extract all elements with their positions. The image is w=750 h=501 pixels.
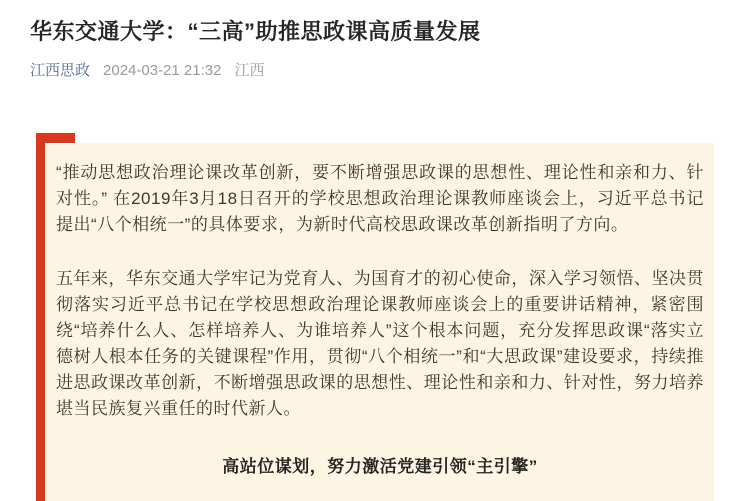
article-paragraph: “推动思想政治理论课改革创新，要不断增强思政课的思想性、理论性和亲和力、针对性。” 在2019年3月18日召开的学校思想政治理论课教师座谈会上，习近平总书记提出“八个相统一”的具体要求，为新时代高校思政课改革创新指明了方向。	[56, 163, 704, 234]
account-name-link[interactable]: 江西思政	[30, 62, 91, 79]
publish-datetime: 2024-03-21 21:32	[103, 62, 222, 79]
quote-block	[36, 133, 714, 501]
publish-location: 江西	[234, 62, 265, 79]
page-title: 华东交通大学：“三高”助推思政课高质量发展	[30, 19, 481, 44]
byline	[30, 61, 720, 81]
article-paragraph: 五年来，华东交通大学牢记为党育人、为国育才的初心使命，深入学习领悟、坚决贯彻落实习近平总书记在学校思想政治理论课教师座谈会上的重要讲话精神，紧密围绕“培养什么人、怎样培养人、为谁培养人”这个根本问题，充分发挥思政课“落实立德树人根本任务的关键课程”作用，贯彻“八个相统一”和“大思政课”建设要求，持续推进思政课改革创新，不断增强思政课的思想性、理论性和亲和力、针对性，努力培养堪当民族复兴重任的时代新人。	[56, 269, 704, 418]
quote-accent-bar-vertical	[36, 133, 45, 501]
section-subheading: 高站位谋划，努力激活党建引领“主引擎”	[222, 457, 538, 476]
quote-accent-bar-horizontal	[36, 133, 75, 143]
quote-content	[45, 143, 714, 501]
article-page	[0, 17, 750, 501]
